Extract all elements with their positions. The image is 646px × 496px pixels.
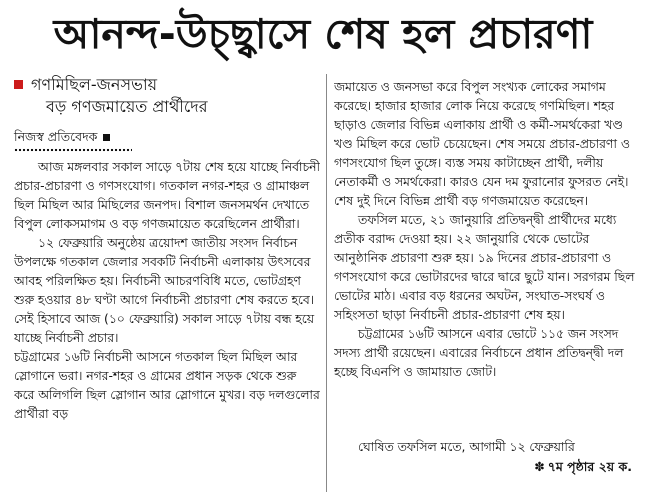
paragraph: তফসিল মতে, ২১ জানুয়ারি প্রতিদ্বন্দ্বী প্রার্থীদের মধ্যে প্রতীক বরাদ্দ দেওয়া হয়। ২২ জানুয়ারি থেকে ভোটের আনুষ্ঠানিক প্রচারণা শুরু হয়। ১৯ দিনের প্রচার-প্রচারণা ও গণসংযোগ করে ভোটারদের দ্বারে দ্বারে ছুটে যান। সরগরম ছিল ভোটের মাঠ। এবার বড় ধরনের অঘটন, সংঘাত-সংঘর্ষ ও সহিংসতা ছাড়া নির্বাচনী প্রচার-প্রচারণা শেষ হয়। [334,213,635,322]
paragraph: জমায়েত ও জনসভা করে বিপুল সংখ্যক লোকের সমাগম করেছে। হাজার হাজার লোক নিয়ে করেছে গণমিছিল। শহর ছাড়াও জেলার বিভিন্ন এলাকায় প্রার্থী ও কর্মী-সমর্থকেরা খণ্ড খণ্ড মিছিল করে ভোট চেয়েছেন। শেষ সময়ে প্রচার-প্রচারণা ও গণসংযোগ ছিল তুঙ্গে। ব্যস্ত সময় কাটাচ্ছেন প্রার্থী, দলীয় নেতাকর্মী ও সমর্থকেরা। কারও যেন দম ফুরানোর ফুসরত নেই। শেষ দুই দিনে বিভিন্ন প্রার্থী বড় গণজমায়েত করেছেন। [334,80,630,208]
subheadline-line1: গণমিছিল-জনসভায় [31,75,158,94]
subheadline [14,74,320,118]
dotted-separator [14,148,132,152]
column-divider [326,74,327,492]
continued-text: ৭ম পৃষ্ঠার ২য় ক. [547,459,632,474]
flower-bullet-icon: ✽ [534,459,545,474]
byline [14,129,110,145]
red-square-marker-icon [14,80,23,89]
article-column-right [334,78,636,408]
byline-text: নিজস্ব প্রতিবেদক [14,129,98,144]
paragraph: চট্টগ্রামের ১৬টি নির্বাচনী আসনে গতকাল ছিল মিছিল আর স্লোগানে ভরা। নগর-শহর ও গ্রামের প্রধান সড়ক থেকে শুরু করে অলিগলি ছিল স্লোগান আর স্লোগানে মুখর। বড় দলগুলোর প্রার্থীরা বড় [14,350,320,421]
paragraph: আজ মঙ্গলবার সকাল সাড়ে ৭টায় শেষ হয়ে যাচ্ছে নির্বাচনী প্রচার-প্রচারণা ও গণসংযোগ। গতকাল নগর-শহর ও গ্রামাঞ্চল ছিল মিছিল আর মিছিলের জনপদ। বিশাল জনসমর্থন দেখাতে বিপুল লোকসমাগম ও বড় গণজমায়েত করেছিলেন প্রার্থীরা। [14,160,320,231]
paragraph: চট্টগ্রামের ১৬টি আসনে এবার ভোটে ১১৫ জন সংসদ সদস্য প্রার্থী রয়েছেন। এবারের নির্বাচনে প্রধান প্রতিদ্বন্দ্বী দল হচ্ছে বিএনপি ও জামায়াত জোট। [334,327,624,379]
square-bullet-icon [103,134,110,141]
paragraph-last-line: ঘোষিত তফসিল মতে, আগামী ১২ ফেব্রুয়ারি [358,440,575,454]
article-column-left [14,158,320,490]
paragraph: ১২ ফেব্রুয়ারি অনুষ্ঠেয় ত্রয়োদশ জাতীয় সংসদ নির্বাচন উপলক্ষে গতকাল জেলার সবকটি নির্বাচনী এলাকায় উৎসবের আবহ পরিলক্ষিত হয়। নির্বাচনী আচরণবিধি মতে, ভোটগ্রহণ শুরু হওয়ার ৪৮ ঘণ্টা আগে নির্বাচনী প্রচারণা শেষ করতে হবে। সেই হিসাবে আজ (১০ ফেব্রুয়ারি) সকাল সাড়ে ৭টায় বন্ধ হয়ে যাচ্ছে নির্বাচনী প্রচার। [14,236,315,345]
continued-notice [534,458,632,476]
headline: আনন্দ-উচ্ছ্বাসে শেষ হল প্রচারণা [53,10,593,58]
subheadline-line2: বড় গণজমায়েত প্রার্থীদের [46,97,208,116]
